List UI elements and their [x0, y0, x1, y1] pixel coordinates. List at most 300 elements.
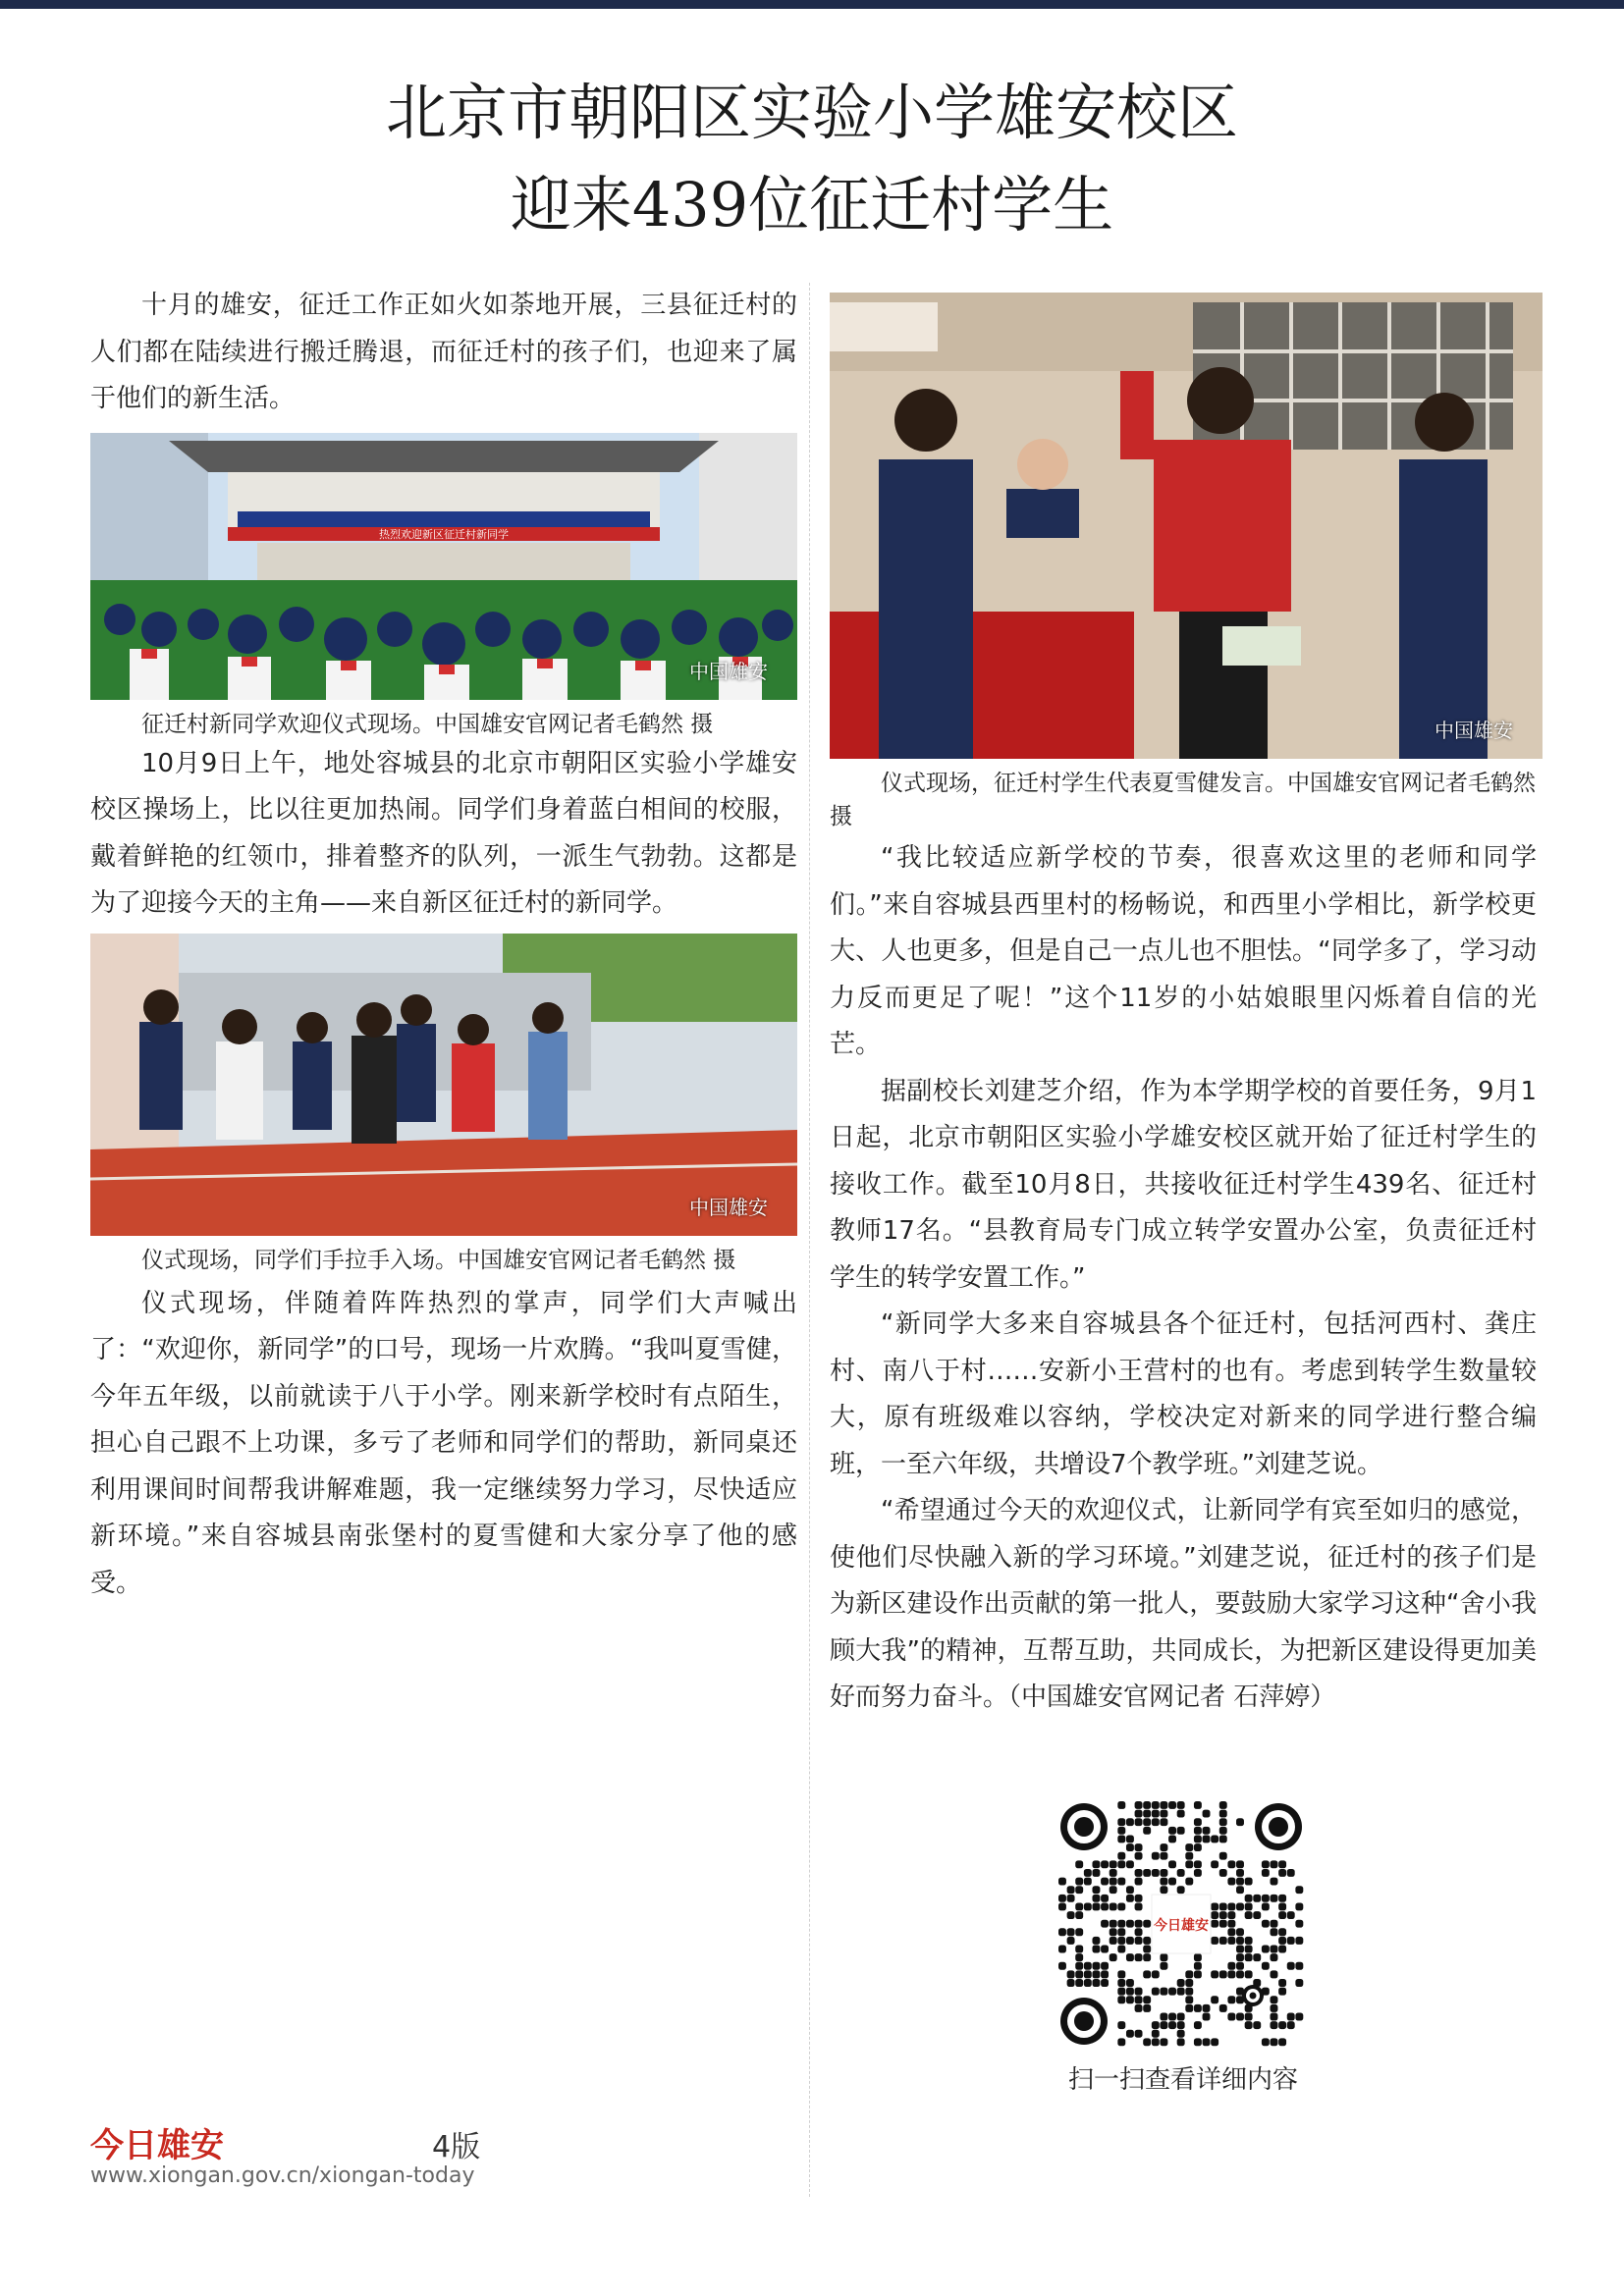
qr-module — [1117, 1937, 1125, 1945]
qr-module — [1160, 1962, 1167, 1970]
footer-page-number: 4版 — [432, 2130, 481, 2164]
student-speech-image — [830, 293, 1543, 759]
qr-module — [1194, 1827, 1202, 1835]
qr-module — [1092, 1962, 1100, 1970]
qr-module — [1203, 2013, 1211, 2021]
qr-caption: 扫一扫查看详细内容 — [1067, 2065, 1298, 2095]
qr-module — [1160, 1878, 1167, 1886]
qr-module — [1245, 1878, 1253, 1886]
qr-module — [1227, 2013, 1235, 2021]
qr-module — [1194, 1860, 1202, 1868]
qr-module — [1160, 1810, 1167, 1818]
qr-module — [1177, 1988, 1185, 1996]
qr-module — [1194, 1953, 1202, 1961]
qr-module — [1092, 1886, 1100, 1894]
qr-module — [1177, 2013, 1185, 2021]
qr-module — [1262, 2038, 1270, 2046]
qr-module — [1271, 1970, 1278, 1978]
qr-module — [1126, 1988, 1134, 1996]
title-line-2: 迎来439位征迁村学生 — [510, 169, 1114, 240]
qr-module — [1135, 1928, 1143, 1936]
qr-module — [1177, 1810, 1185, 1818]
qr-module — [1203, 1810, 1211, 1818]
qr-finder-top-right — [1255, 1803, 1302, 1850]
qr-module — [1143, 1996, 1151, 2003]
qr-module — [1143, 1920, 1151, 1928]
qr-module — [1067, 1970, 1075, 1978]
qr-module — [1219, 1911, 1227, 1919]
qr-module — [1160, 1953, 1167, 1961]
qr-module — [1143, 1946, 1151, 1953]
qr-module — [1168, 1835, 1176, 1842]
qr-module — [1075, 1953, 1083, 1961]
qr-module — [1117, 1928, 1125, 1936]
qr-module — [1168, 1878, 1176, 1886]
qr-module — [1194, 1818, 1202, 1826]
qr-module — [1253, 1911, 1261, 1919]
qr-module — [1117, 2021, 1125, 2029]
qr-module — [1126, 1818, 1134, 1826]
qr-module — [1271, 2013, 1278, 2021]
qr-module — [1271, 1953, 1278, 1961]
students-entering-image — [90, 934, 797, 1236]
qr-module — [1101, 1895, 1109, 1902]
qr-module — [1271, 1895, 1278, 1902]
qr-module — [1219, 1827, 1227, 1835]
qr-module — [1110, 1869, 1117, 1877]
qr-module — [1185, 1979, 1193, 1987]
qr-module — [1245, 2021, 1253, 2029]
qr-center-logo: 今日雄安 — [1154, 1918, 1209, 1934]
paragraph-vice-principal: 据副校长刘建芝介绍，作为本学期学校的首要任务，9月1日起，北京市朝阳区实验小学雄安校区就开始了征迁村学生的接收工作。截至10月8日，共接收征迁村学生439名、征迁村教师17名。“县教育局专门成立转学安置办公室，负责征迁村学生的转学安置工作。” — [830, 1076, 1537, 1293]
qr-module — [1278, 1902, 1286, 1910]
qr-module — [1295, 1937, 1303, 1945]
qr-module — [1135, 1852, 1143, 1860]
qr-module — [1219, 1869, 1227, 1877]
paragraph-closing: “希望通过今天的欢迎仪式，让新同学有宾至如归的感觉，使他们尽快融入新的学习环境。”刘建芝说，征迁村的孩子们是为新区建设作出贡献的第一批人，要鼓励大家学习这种“舍小我顾大我”的精神，互帮互助，共同成长，为把新区建设得更加美好而努力奋斗。（中国雄安官网记者 石萍婷） — [830, 1496, 1537, 1712]
photo-watermark: 中国雄安 — [1435, 719, 1513, 742]
paragraph-yang-chang: “我比较适应新学校的节奏，很喜欢这里的老师和同学们。”来自容城县西里村的杨畅说，和西里小学相比，新学校更大、人也更多，但是自己一点儿也不胆怯。“同学多了，学习动力反而更足了呢！”这个11岁的小姑娘眼里闪烁着自信的光芒。 — [830, 843, 1537, 1059]
qr-module — [1152, 2038, 1160, 2046]
qr-module — [1271, 1920, 1278, 1928]
qr-module — [1295, 1902, 1303, 1910]
qr-module — [1236, 1946, 1244, 1953]
qr-module — [1245, 1953, 1253, 1961]
qr-module — [1168, 2021, 1176, 2029]
qr-module — [1110, 1953, 1117, 1961]
qr-module — [1278, 2038, 1286, 2046]
qr-module — [1262, 1869, 1270, 1877]
qr-module — [1152, 1988, 1160, 1996]
qr-module — [1185, 1996, 1193, 2003]
qr-module — [1117, 1818, 1125, 1826]
qr-module — [1211, 1835, 1218, 1842]
qr-code-image — [1058, 1801, 1304, 2047]
qr-module — [1177, 1979, 1185, 1987]
qr-module — [1227, 1902, 1235, 1910]
qr-module — [1227, 1996, 1235, 2003]
qr-module — [1262, 1860, 1270, 1868]
qr-module — [1117, 1852, 1125, 1860]
qr-module — [1271, 2004, 1278, 2012]
photo-watermark: 中国雄安 — [689, 659, 768, 683]
qr-module — [1211, 1911, 1218, 1919]
qr-module — [1185, 1988, 1193, 1996]
column-divider — [809, 283, 810, 2197]
qr-module — [1143, 1818, 1151, 1826]
qr-module — [1219, 1801, 1227, 1809]
qr-module — [1160, 2013, 1167, 2021]
qr-module — [1203, 2038, 1211, 2046]
qr-module — [1185, 1970, 1193, 1978]
qr-module — [1126, 1843, 1134, 1851]
qr-module — [1160, 1988, 1167, 1996]
qr-module — [1278, 1979, 1286, 1987]
qr-module — [1185, 2004, 1193, 2012]
qr-module — [1160, 1843, 1167, 1851]
qr-module — [1203, 1827, 1211, 1835]
qr-module — [1110, 1860, 1117, 1868]
qr-module — [1117, 1996, 1125, 2003]
qr-module — [1101, 1902, 1109, 1910]
qr-module — [1126, 1937, 1134, 1945]
qr-module — [1126, 1920, 1134, 1928]
qr-module — [1084, 1869, 1092, 1877]
qr-module — [1236, 1953, 1244, 1961]
qr-module — [1219, 1852, 1227, 1860]
qr-module — [1278, 1911, 1286, 1919]
qr-module — [1168, 1801, 1176, 1809]
qr-module — [1092, 1970, 1100, 1978]
footer-url[interactable]: www.xiongan.gov.cn/xiongan-today — [90, 2163, 475, 2188]
qr-module — [1075, 1902, 1083, 1910]
qr-module — [1278, 1988, 1286, 1996]
qr-module — [1126, 1860, 1134, 1868]
qr-module — [1211, 1920, 1218, 1928]
qr-module — [1227, 1970, 1235, 1978]
photo-students-entering — [90, 934, 797, 1236]
qr-module — [1075, 1979, 1083, 1987]
qr-module — [1194, 1962, 1202, 1970]
qr-module — [1219, 1937, 1227, 1945]
title-line-1: 北京市朝阳区实验小学雄安校区 — [385, 77, 1238, 148]
qr-module — [1084, 1902, 1092, 1910]
qr-module — [1092, 1895, 1100, 1902]
qr-module — [1236, 1937, 1244, 1945]
qr-module — [1236, 1818, 1244, 1826]
qr-module — [1227, 1937, 1235, 1945]
qr-module — [1075, 1928, 1083, 1936]
qr-module — [1152, 1869, 1160, 1877]
qr-module — [1245, 1911, 1253, 1919]
paragraph-ceremony: 仪式现场，伴随着阵阵热烈的掌声，同学们大声喊出了：“欢迎你，新同学”的口号，现场一片欢腾。“我叫夏雪健，今年五年级，以前就读于八于小学。刚来新学校时有点陌生，担心自己跟不上功课，多亏了老师和同学们的帮助，新同桌还利用课间时间帮我讲解难题，我一定继续努力学习，尽快适应新环境。”来自容城县南张堡村的夏雪健和大家分享了他的感受。 — [90, 1288, 797, 1598]
article-title — [0, 67, 1624, 251]
qr-module — [1075, 1878, 1083, 1886]
photo-watermark: 中国雄安 — [689, 1195, 768, 1219]
qr-module — [1160, 1852, 1167, 1860]
qr-module — [1101, 1920, 1109, 1928]
qr-module — [1058, 1928, 1066, 1936]
qr-module — [1227, 1911, 1235, 1919]
qr-module — [1211, 2038, 1218, 2046]
qr-module — [1262, 1895, 1270, 1902]
qr-module — [1152, 1970, 1160, 1978]
caption-students-entering: 仪式现场，同学们手拉手入场。中国雄安官网记者毛鹤然 摄 — [141, 1247, 736, 1273]
qr-module — [1236, 1886, 1244, 1894]
qr-module — [1126, 2030, 1134, 2038]
qr-module — [1177, 2021, 1185, 2029]
qr-module — [1219, 1818, 1227, 1826]
qr-module — [1271, 1996, 1278, 2003]
top-bar — [0, 0, 1624, 9]
left-column — [90, 283, 797, 1607]
qr-module — [1211, 1902, 1218, 1910]
qr-module — [1143, 1970, 1151, 1978]
qr-module — [1101, 1979, 1109, 1987]
qr-module — [1135, 1810, 1143, 1818]
qr-module — [1203, 1835, 1211, 1842]
qr-module — [1084, 1970, 1092, 1978]
qr-module — [1126, 1996, 1134, 2003]
qr-module — [1177, 1869, 1185, 1877]
qr-module — [1287, 1911, 1295, 1919]
qr-module — [1168, 1860, 1176, 1868]
qr-module — [1135, 1895, 1143, 1902]
paragraph-intro: 十月的雄安，征迁工作正如火如荼地开展，三县征迁村的人们都在陆续进行搬迁腾退，而征迁村的孩子们，也迎来了属于他们的新生活。 — [90, 291, 797, 413]
qr-module — [1135, 1869, 1143, 1877]
qr-module — [1168, 1827, 1176, 1835]
qr-module — [1236, 1869, 1244, 1877]
qr-module — [1143, 2004, 1151, 2012]
qr-module — [1194, 2021, 1202, 2029]
qr-module — [1177, 2038, 1185, 2046]
qr-module — [1152, 1810, 1160, 1818]
qr-module — [1075, 1860, 1083, 1868]
qr-module — [1236, 1860, 1244, 1868]
qr-module — [1135, 1818, 1143, 1826]
qr-module — [1271, 1928, 1278, 1936]
qr-module — [1227, 1962, 1235, 1970]
qr-module — [1084, 1962, 1092, 1970]
qr-module — [1168, 1988, 1176, 1996]
qr-module — [1236, 1902, 1244, 1910]
qr-module — [1227, 1928, 1235, 1936]
qr-module — [1160, 1818, 1167, 1826]
caption-ceremony-field: 征迁村新同学欢迎仪式现场。中国雄安官网记者毛鹤然 摄 — [141, 711, 714, 737]
qr-module — [1211, 1937, 1218, 1945]
qr-module — [1143, 1953, 1151, 1961]
photo-ceremony-field — [90, 433, 797, 700]
qr-module — [1143, 1937, 1151, 1945]
qr-module — [1092, 1979, 1100, 1987]
qr-module — [1117, 1920, 1125, 1928]
qr-module — [1058, 1902, 1066, 1910]
qr-module — [1117, 1946, 1125, 1953]
qr-module — [1194, 1970, 1202, 1978]
qr-module — [1135, 1996, 1143, 2003]
qr-module — [1185, 1852, 1193, 1860]
qr-module — [1185, 1878, 1193, 1886]
qr-module — [1194, 2038, 1202, 2046]
qr-module — [1278, 1860, 1286, 1868]
qr-module — [1177, 1827, 1185, 1835]
qr-module — [1262, 1902, 1270, 1910]
qr-module — [1295, 1962, 1303, 1970]
qr-module — [1126, 1895, 1134, 1902]
qr-module — [1152, 1818, 1160, 1826]
qr-module — [1245, 1895, 1253, 1902]
qr-finder-top-left — [1060, 1803, 1108, 1850]
qr-module — [1110, 1902, 1117, 1910]
qr-module — [1101, 1962, 1109, 1970]
qr-module — [1194, 1869, 1202, 1877]
qr-module — [1058, 1878, 1066, 1886]
qr-module — [1253, 2021, 1261, 2029]
qr-module — [1126, 1835, 1134, 1842]
paragraph-new-students: “新同学大多来自容城县各个征迁村，包括河西村、龚庄村、南八于村……安新小王营村的也有。考虑到转学生数量较大，原有班级难以容纳，学校决定对新来的同学进行整合编班，一至六年级，共增设7个教学班。”刘建芝说。 — [830, 1309, 1537, 1479]
qr-module — [1117, 1860, 1125, 1868]
qr-module — [1058, 1962, 1066, 1970]
qr-module — [1278, 1946, 1286, 1953]
qr-module — [1245, 1946, 1253, 1953]
qr-module — [1262, 1920, 1270, 1928]
photo-student-speech — [830, 293, 1543, 759]
qr-module — [1253, 1895, 1261, 1902]
qr-module — [1177, 2030, 1185, 2038]
qr-module — [1101, 1946, 1109, 1953]
qr-module — [1295, 1886, 1303, 1894]
qr-module — [1160, 1886, 1167, 1894]
qr-module — [1092, 1860, 1100, 1868]
qr-module — [1219, 1920, 1227, 1928]
qr-module — [1295, 1920, 1303, 1928]
qr-module — [1075, 1962, 1083, 1970]
qr-module — [1160, 1869, 1167, 1877]
qr-module — [1168, 2013, 1176, 2021]
qr-module — [1236, 1928, 1244, 1936]
qr-module — [1203, 2004, 1211, 2012]
qr-module — [1194, 1801, 1202, 1809]
qr-module — [1110, 1937, 1117, 1945]
qr-module — [1177, 1801, 1185, 1809]
qr-module — [1101, 1878, 1109, 1886]
qr-module — [1143, 1810, 1151, 1818]
qr-module — [1295, 1979, 1303, 1987]
qr-module — [1092, 1869, 1100, 1877]
qr-module — [1152, 1801, 1160, 1809]
qr-code[interactable] — [1058, 1801, 1304, 2047]
qr-module — [1278, 2021, 1286, 2029]
qr-module — [1058, 1895, 1066, 1902]
qr-module — [1075, 1911, 1083, 1919]
qr-module — [1236, 1878, 1244, 1886]
qr-module — [1110, 1920, 1117, 1928]
qr-module — [1177, 1886, 1185, 1894]
qr-module — [1236, 2013, 1244, 2021]
qr-module — [1092, 1946, 1100, 1953]
qr-module — [1067, 1979, 1075, 1987]
qr-module — [1117, 2038, 1125, 2046]
qr-module — [1110, 1878, 1117, 1886]
qr-module — [1271, 2038, 1278, 2046]
qr-module — [1101, 1970, 1109, 1978]
qr-module — [1135, 1920, 1143, 1928]
qr-finder-bottom-left — [1060, 1998, 1108, 2045]
qr-module — [1058, 1946, 1066, 1953]
qr-module — [1271, 1878, 1278, 1886]
qr-module — [1135, 2004, 1143, 2012]
qr-module — [1075, 1970, 1083, 1978]
qr-module — [1211, 1970, 1218, 1978]
qr-module — [1126, 1979, 1134, 1987]
qr-module — [1117, 1988, 1125, 1996]
qr-module — [1117, 1902, 1125, 1910]
qr-module — [1067, 1937, 1075, 1945]
qr-module — [1126, 1886, 1134, 1894]
qr-module — [1219, 1835, 1227, 1842]
qr-module — [1075, 1946, 1083, 1953]
qr-module — [1117, 1979, 1125, 1987]
qr-module — [1211, 1860, 1218, 1868]
qr-module — [1227, 1920, 1235, 1928]
qr-module — [1067, 1911, 1075, 1919]
qr-module — [1287, 1962, 1295, 1970]
qr-module — [1271, 1860, 1278, 1868]
qr-module — [1135, 1801, 1143, 1809]
qr-module — [1278, 1937, 1286, 1945]
qr-module — [1271, 2021, 1278, 2029]
qr-module — [1287, 2013, 1295, 2021]
qr-module — [1135, 1937, 1143, 1945]
qr-module — [1117, 1878, 1125, 1886]
qr-module — [1245, 2013, 1253, 2021]
qr-module — [1117, 1835, 1125, 1842]
qr-module — [1143, 1827, 1151, 1835]
qr-module — [1185, 1843, 1193, 1851]
qr-module — [1194, 1843, 1202, 1851]
qr-module — [1117, 1827, 1125, 1835]
qr-module — [1135, 1988, 1143, 1996]
qr-module — [1262, 1946, 1270, 1953]
qr-module — [1185, 1860, 1193, 1868]
qr-module — [1143, 1869, 1151, 1877]
qr-module — [1067, 1895, 1075, 1902]
qr-module — [1160, 2021, 1167, 2029]
qr-module — [1227, 1860, 1235, 1868]
qr-module — [1084, 1878, 1092, 1886]
qr-module — [1160, 2038, 1167, 2046]
qr-module — [1110, 1928, 1117, 1936]
qr-module — [1227, 1878, 1235, 1886]
qr-module — [1236, 1962, 1244, 1970]
qr-module — [1135, 2030, 1143, 2038]
qr-module — [1152, 1852, 1160, 1860]
qr-module — [1152, 2021, 1160, 2029]
qr-module — [1092, 1902, 1100, 1910]
qr-module — [1101, 1860, 1109, 1868]
qr-module — [1117, 1970, 1125, 1978]
qr-module — [1067, 1886, 1075, 1894]
qr-module — [1245, 1937, 1253, 1945]
qr-module — [1219, 1902, 1227, 1910]
qr-module — [1287, 1869, 1295, 1877]
qr-module — [1110, 1886, 1117, 1894]
stage-banner-text: 热烈欢迎新区征迁村新同学 — [379, 527, 509, 541]
qr-module — [1287, 2021, 1295, 2029]
qr-module — [1143, 2038, 1151, 2046]
qr-module — [1271, 1946, 1278, 1953]
qr-module — [1262, 1962, 1270, 1970]
